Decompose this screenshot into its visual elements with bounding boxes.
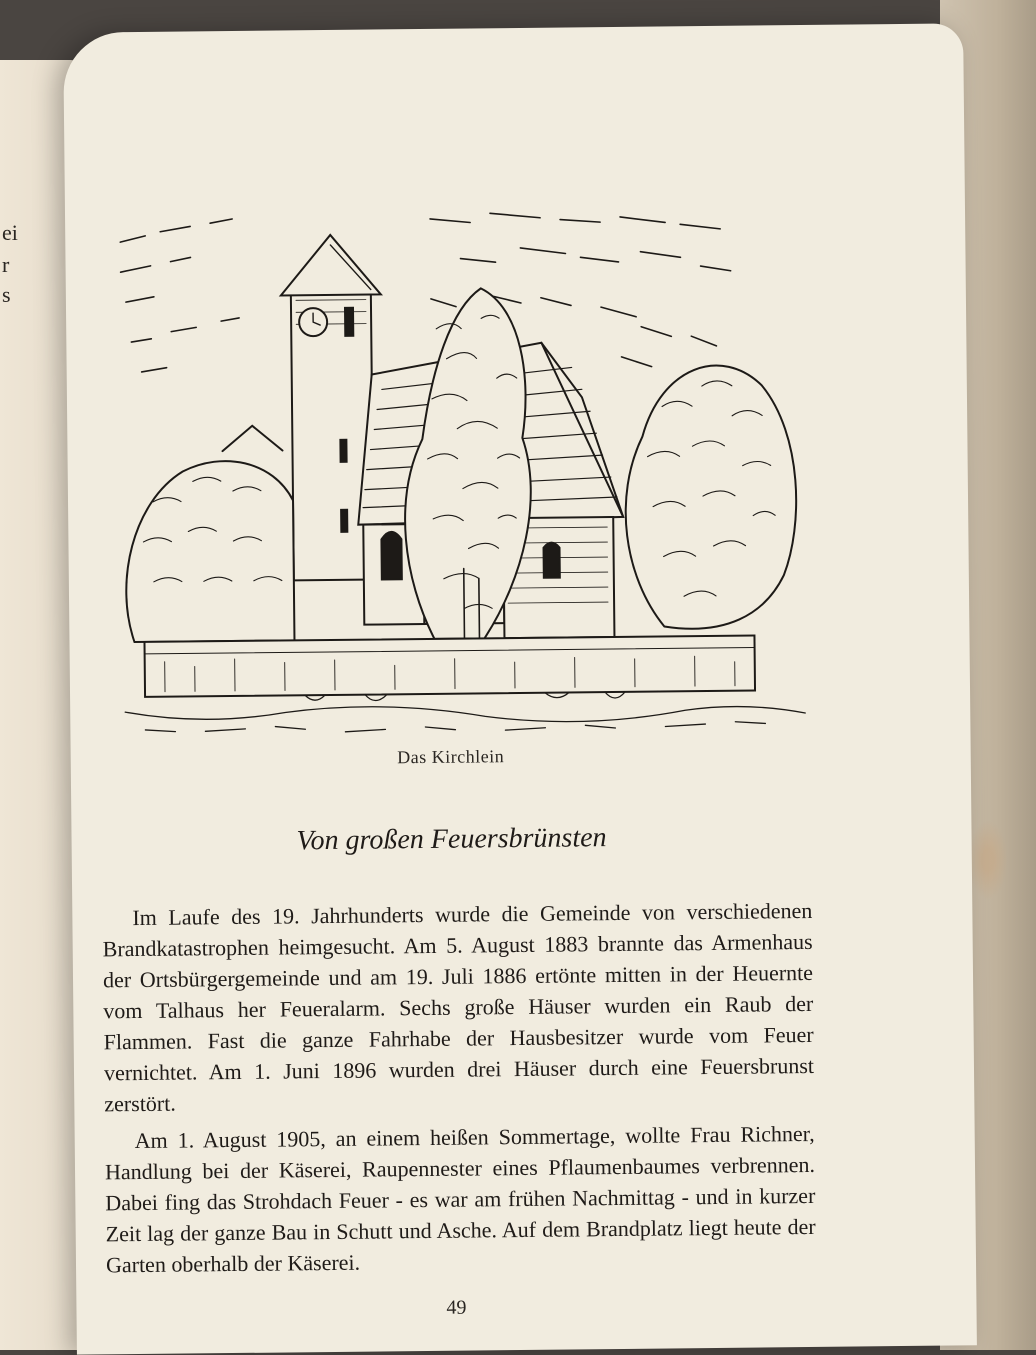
book-page — [63, 23, 977, 1354]
left-page-fragment: r — [2, 252, 10, 277]
section-heading: Von großen Feuersbrünsten — [296, 822, 607, 857]
body-text — [102, 895, 816, 1286]
page-number: 49 — [446, 1296, 467, 1319]
paragraph: Am 1. August 1905, an einem heißen Sommertage, wollte Frau Richner, Handlung bei der Käserei, Raupennester eines Pflaumenbaumes verbrennen. Dabei fing das Strohdach Feuer - es war am frühen Nachmittag - und in kurzer Zeit lag der ganze Bau in Schutt und Asche. Auf dem Brandplatz liegt heute der Garten oberhalb der Käserei. — [104, 1120, 816, 1278]
left-page-fragment: ei — [2, 220, 18, 245]
church-engraving-icon — [100, 195, 816, 742]
left-page-fragment: s — [2, 282, 11, 307]
paper-stain — [968, 820, 1008, 900]
illustration-caption: Das Kirchlein — [397, 746, 505, 768]
paragraph: Im Laufe des 19. Jahrhunderts wurde die Gemeinde von verschiedenen Brandkatastrophen heimgesucht. Am 5. August 1883 brannte das Armenhaus der Ortsbürgergemeinde und am 19. Juli 1886 ertönte mitten in der Heuernte vom Talhaus her Feueralarm. Sechs große Häuser wurden ein Raub der Flammen. Fast die ganze Fahrhabe der Hausbesitzer wurde vom Feuer vernichtet. Am 1. Juni 1896 wurden drei Häuser durch eine Feuersbrunst zerstört. — [102, 897, 815, 1117]
